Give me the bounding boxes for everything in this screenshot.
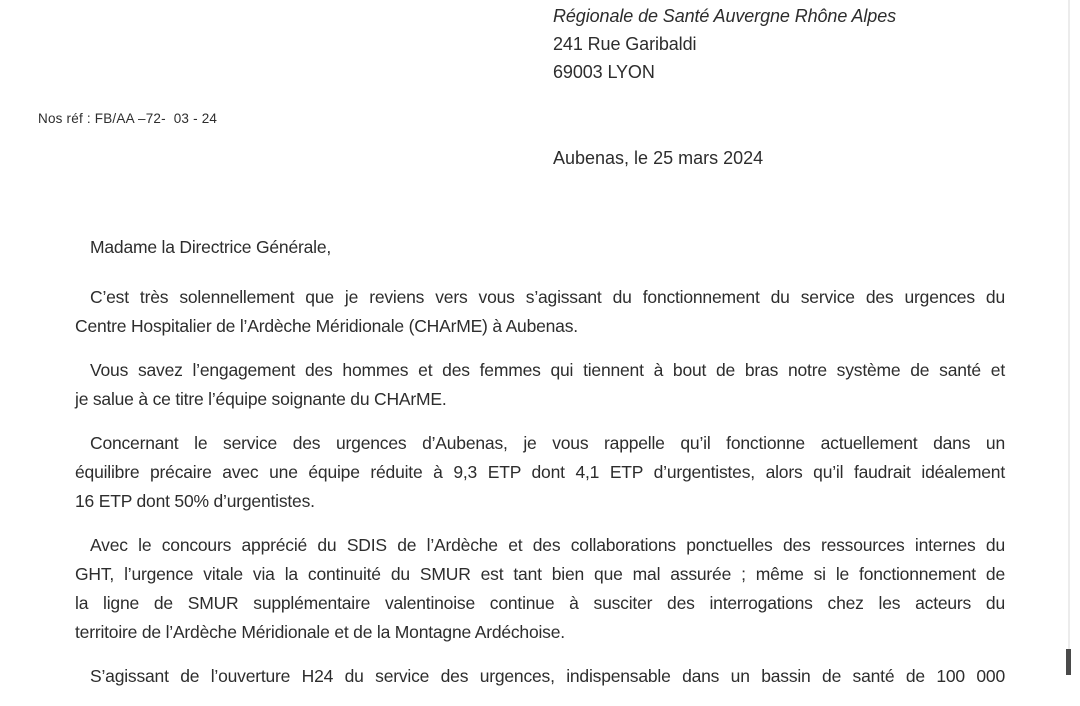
paragraph: [75, 356, 1005, 414]
scan-edge-mark: [1066, 649, 1071, 675]
paragraph-line: la ligne de SMUR supplémentaire valentinoise continue à susciter des interrogations chez les acteurs du: [75, 593, 1005, 613]
scan-edge-line: [1068, 0, 1070, 675]
salutation: Madame la Directrice Générale,: [90, 237, 332, 257]
recipient-city-line: 69003 LYON: [553, 62, 655, 82]
paragraph-line: GHT, l’urgence vitale via la continuité du SMUR est tant bien que mal assurée ; même si le fonctionnement de: [75, 564, 1005, 584]
recipient-address-block: [553, 2, 896, 86]
paragraph: [75, 283, 1005, 341]
paragraph-line: Centre Hospitalier de l’Ardèche Méridionale (CHArME) à Aubenas.: [75, 316, 578, 336]
reference-number: Nos réf : FB/AA –72- 03 - 24: [38, 111, 218, 126]
letter-body: [75, 233, 1005, 706]
paragraph-line: Avec le concours apprécié du SDIS de l’Ardèche et des collaborations ponctuelles des ressources internes du: [90, 535, 1005, 555]
paragraph-line: je salue à ce titre l’équipe soignante du CHArME.: [75, 389, 447, 409]
recipient-street-line: 241 Rue Garibaldi: [553, 34, 697, 54]
date-line: Aubenas, le 25 mars 2024: [553, 148, 764, 168]
paragraph: [75, 531, 1005, 647]
paragraph-line: Vous savez l’engagement des hommes et des femmes qui tiennent à bout de bras notre système de santé et: [90, 360, 1005, 380]
paragraph: [75, 662, 1005, 691]
paragraph-line: territoire de l’Ardèche Méridionale et de la Montagne Ardéchoise.: [75, 622, 565, 642]
paragraph-line: S’agissant de l’ouverture H24 du service des urgences, indispensable dans un bassin de santé de 100 000: [90, 666, 1005, 686]
paragraph-line: C’est très solennellement que je reviens vers vous s’agissant du fonctionnement du service des urgences du: [90, 287, 1005, 307]
paragraph-line: équilibre précaire avec une équipe réduite à 9,3 ETP dont 4,1 ETP d’urgentistes, alors qu’il faudrait idéalement: [75, 462, 1005, 482]
paragraph: [75, 429, 1005, 516]
paragraph-line: 16 ETP dont 50% d’urgentistes.: [75, 491, 315, 511]
recipient-org-line: Régionale de Santé Auvergne Rhône Alpes: [553, 6, 897, 26]
paragraph-line: Concernant le service des urgences d’Aubenas, je vous rappelle qu’il fonctionne actuellement dans un: [90, 433, 1005, 453]
